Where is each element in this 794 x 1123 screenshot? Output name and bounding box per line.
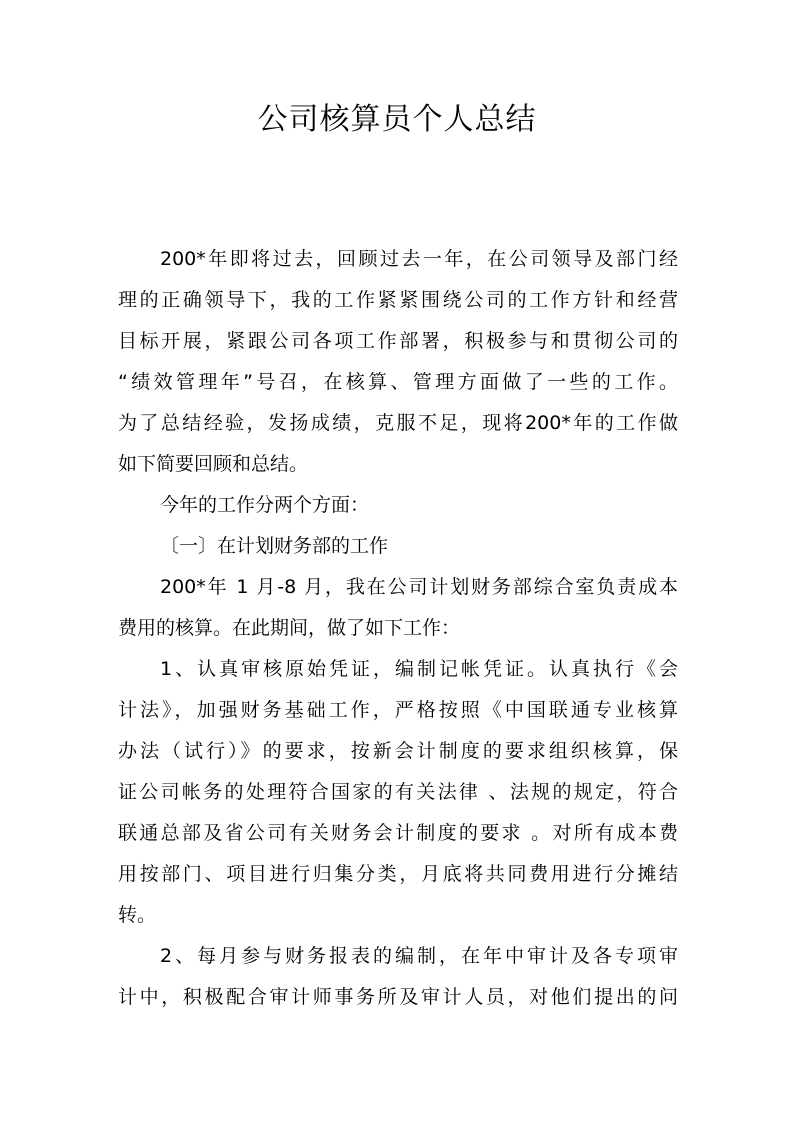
text-line: 理的正确领导下，我的工作紧紧围绕公司的工作方针和经营 — [118, 289, 678, 311]
document-body — [118, 239, 678, 1018]
text-line: 〔一〕在计划财务部的工作 — [160, 535, 389, 557]
text-line: 2、每月参与财务报表的编制，在年中审计及各专项审 — [160, 945, 678, 967]
text-line: 为了总结经验，发扬成绩，克服不足，现将200*年的工作做 — [118, 412, 678, 434]
document-title: 公司核算员个人总结 — [257, 102, 537, 137]
text-line: 计中，积极配合审计师事务所及审计人员，对他们提出的问 — [118, 986, 678, 1008]
text-line: 今年的工作分两个方面： — [160, 494, 370, 516]
text-line: 费用的核算。在此期间，做了如下工作： — [118, 617, 461, 639]
text-line: 200*年 1 月-8 月，我在公司计划财务部综合室负责成本 — [160, 576, 678, 598]
text-line: 办法（试行）》的要求，按新会计制度的要求组织核算，保 — [118, 740, 678, 762]
text-line: “绩效管理年”号召，在核算、管理方面做了一些的工作。 — [118, 371, 678, 393]
text-line: 证公司帐务的处理符合国家的有关法律 、法规的规定，符合 — [118, 781, 678, 803]
text-line: 如下简要回顾和总结。 — [118, 453, 309, 475]
text-line: 联通总部及省公司有关财务会计制度的要求 。对所有成本费 — [118, 822, 678, 844]
text-line: 1、认真审核原始凭证，编制记帐凭证。认真执行《会 — [160, 658, 678, 680]
text-line: 目标开展，紧跟公司各项工作部署，积极参与和贯彻公司的 — [118, 330, 678, 352]
text-line: 200*年即将过去，回顾过去一年，在公司领导及部门经 — [160, 248, 678, 270]
text-line: 转。 — [118, 904, 157, 926]
text-line: 计法》，加强财务基础工作，严格按照《中国联通专业核算 — [118, 699, 678, 721]
text-line: 用按部门、项目进行归集分类，月底将共同费用进行分摊结 — [118, 863, 678, 885]
